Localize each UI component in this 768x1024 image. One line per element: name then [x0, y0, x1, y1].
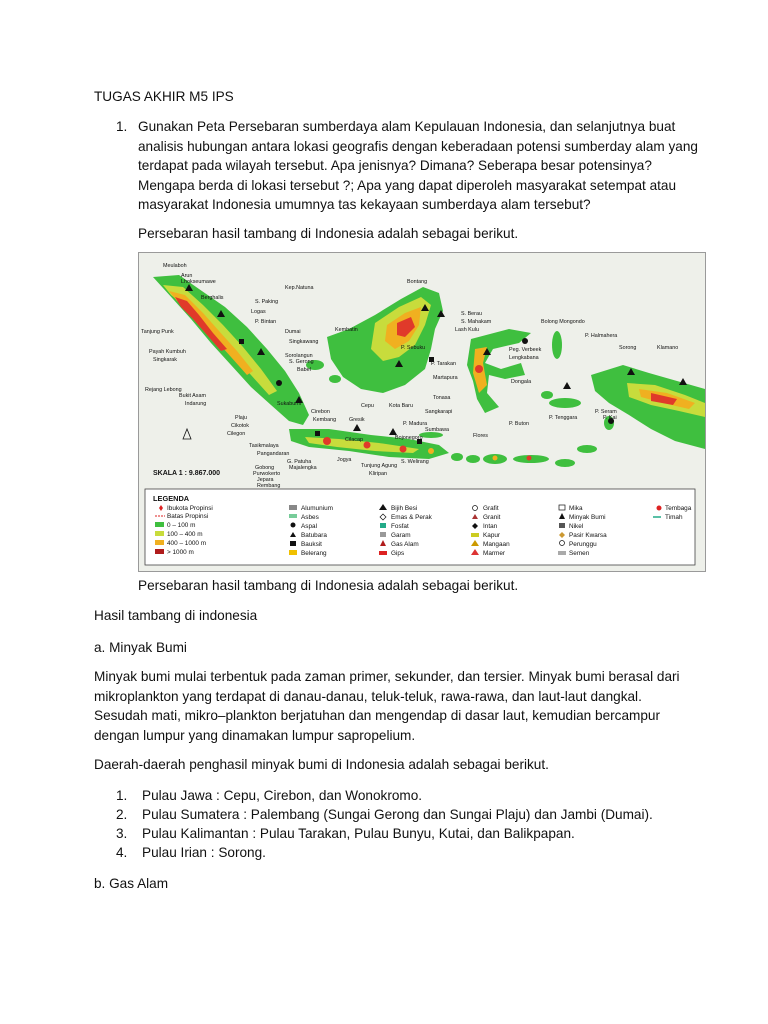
question-line: masyarakat Indonesia umumnya tas kekayaan sumberdaya alam tersebut? [138, 197, 591, 212]
section-heading: Hasil tambang di indonesia [94, 608, 258, 623]
legend-item: Granit [483, 514, 501, 521]
place-label: P. Sebuku [401, 345, 426, 351]
place-label: Babel [297, 367, 311, 373]
place-label: Lhokseumawe [181, 279, 216, 285]
place-label: Indarung [185, 401, 207, 407]
place-label: Sangkarapi [425, 409, 453, 415]
place-label: P. Madura [403, 421, 428, 427]
place-label: Tasikmalaya [249, 443, 279, 449]
legend-item: Alumunium [301, 505, 333, 512]
place-label: S. Paking [255, 299, 279, 305]
legend-item: Minyak Bumi [569, 514, 606, 521]
list-item: Pulau Irian : Sorong. [142, 845, 266, 860]
place-label: Kembatin [335, 327, 358, 333]
legend-item: Batubara [301, 532, 327, 539]
question-line: analisis hubungan antara lokasi geografis dengan keberadaan potensi sumberday alam yang [138, 138, 698, 154]
paragraph-line: mikroplankton yang terdapat di danau-danau, teluk-teluk, rawa-rawa, dan laut-laut dangkal. [94, 688, 642, 704]
place-label: Rejang Lebong [145, 387, 182, 393]
legend-item: 100 – 400 m [167, 531, 203, 538]
place-label: Bukit Asam [179, 393, 206, 399]
place-label: Martapura [433, 375, 458, 381]
place-label: Lash Kulu [455, 327, 479, 333]
place-label: Tanjung Punk [141, 329, 174, 335]
place-label: P. Buton [509, 421, 529, 427]
legend-title: LEGENDA [153, 494, 190, 503]
list-item: Pulau Sumatera : Palembang (Sungai Gerong dan Sungai Plaju) dan Jambi (Dumai). [142, 807, 653, 822]
paragraph-line: dengan lumpur yang dinamakan lumpur sapropelium. [94, 727, 416, 743]
legend-item: Gips [391, 550, 405, 557]
legend-item: Tembaga [665, 505, 692, 512]
place-label: Bolong Mongondo [541, 319, 585, 325]
indonesia-map-svg [139, 253, 705, 571]
place-label: Arun [181, 273, 193, 279]
place-label: Tunjung Agung [361, 463, 398, 469]
place-label: Singkawang [289, 339, 319, 345]
legend-item: Garam [391, 532, 411, 539]
subsection-b-heading: b. Gas Alam [94, 876, 169, 891]
legend-item: Batas Propinsi [167, 513, 209, 520]
legend-item: Ibukota Propinsi [167, 505, 213, 512]
legend-item: 0 – 100 m [167, 522, 196, 529]
place-label: P. Bintan [255, 319, 277, 325]
place-label: Majalengka [289, 465, 317, 471]
place-label: Cilacap [345, 437, 363, 443]
legend-item: Semen [569, 550, 590, 557]
place-label: Sukabumi [277, 401, 301, 407]
place-label: Kliripan [369, 471, 387, 477]
legend-item: Emas & Perak [391, 514, 432, 521]
place-label: Purwokerto [253, 471, 281, 477]
list-intro: Daerah-daerah penghasil minyak bumi di Indonesia adalah sebagai berikut. [94, 757, 549, 772]
paragraph-line: Sesudah mati, mikro–plankton berjatuhan dan mengendap di dasar laut, kemudian bercampur [94, 708, 660, 723]
legend-item: Mika [569, 505, 583, 512]
place-label: Payah Kumbuh [149, 349, 186, 355]
place-label: Cirebon [311, 409, 330, 415]
question-text [138, 117, 698, 215]
place-label: Singkarak [153, 357, 177, 363]
page-title: TUGAS AKHIR M5 IPS [94, 89, 234, 104]
paragraph-minyak-bumi [94, 667, 680, 745]
legend-item: Aspal [301, 523, 317, 530]
list-item: Pulau Jawa : Cepu, Cirebon, dan Wonokromo. [142, 788, 423, 803]
place-label: Kota Baru [389, 403, 413, 409]
place-label: Sorolangun [285, 353, 313, 359]
place-label: Logas [251, 309, 266, 315]
map-legend [145, 489, 695, 565]
place-label: S. Welirang [401, 459, 429, 465]
place-label: P. Tarakan [431, 361, 456, 367]
place-label: Bojonegoro [395, 435, 423, 441]
legend-item: Intan [483, 523, 498, 530]
place-label: Peg. Verbeek [509, 347, 542, 353]
place-label: S. Mahakam [461, 319, 492, 325]
subsection-a-heading: a. Minyak Bumi [94, 640, 187, 655]
place-label: Meulaboh [163, 263, 187, 269]
place-label: Sumbawa [425, 427, 449, 433]
place-label: Kep.Natuna [285, 285, 314, 291]
list-number: 4. [116, 845, 128, 860]
legend-item: Kapur [483, 532, 501, 539]
legend-item: Mangaan [483, 541, 510, 548]
place-label: Sorong [619, 345, 637, 351]
legend-item: Fosfat [391, 523, 409, 530]
legend-item: Gas Alam [391, 541, 419, 548]
place-label: Jepara [257, 477, 274, 483]
legend-item: > 1000 m [167, 549, 194, 556]
island-belitung [329, 375, 341, 383]
legend-item: Asbes [301, 514, 319, 521]
place-label: Dumai [285, 329, 301, 335]
place-label: Gresik [349, 417, 365, 423]
legend-item: Bijih Besi [391, 505, 418, 512]
list-number: 1. [116, 788, 128, 803]
legend-item: Marmer [483, 550, 506, 557]
list-item: Pulau Kalimantan : Pulau Tarakan, Pulau Bunyu, Kutai, dan Balikpapan. [142, 826, 575, 841]
legend-item: 400 – 1000 m [167, 540, 207, 547]
legend-item: Belerang [301, 550, 327, 557]
list-number: 2. [116, 807, 128, 822]
question-line: Gunakan Peta Persebaran sumberdaya alam Kepulauan Indonesia, dan selanjutnya buat [138, 119, 676, 134]
legend-item: Grafit [483, 505, 499, 512]
place-label: Plaju [235, 415, 247, 421]
place-label: Lengkabana [509, 355, 539, 361]
place-label: Flores [473, 433, 488, 439]
legend-item: Bauksit [301, 541, 322, 548]
legend-item: Nikel [569, 523, 584, 530]
place-label: P. Tenggara [549, 415, 578, 421]
place-label: P. Kai [603, 415, 617, 421]
place-label: Rembang [257, 483, 281, 489]
place-label: Kembang [313, 417, 337, 423]
place-label: Bontang [407, 279, 428, 285]
question-line: Mengapa berda di lokasi tersebut ?; Apa yang dapat diperoleh masyarakat setempat atau [138, 177, 677, 193]
place-label: Dongala [511, 379, 532, 385]
map-scale: SKALA 1 : 9.867.000 [153, 470, 221, 477]
place-label: Berghalis [201, 295, 224, 301]
place-label: Cikotok [231, 423, 249, 429]
legend-item: Timah [665, 514, 683, 521]
resource-map [138, 252, 706, 572]
place-label: Pangandaran [257, 451, 290, 457]
place-label: S. Gerong [289, 359, 314, 365]
place-label: Cilegon [227, 431, 246, 437]
legend-item: Pasir Kwarsa [569, 532, 607, 539]
place-label: Cepu [361, 403, 374, 409]
place-label: S. Berau [461, 311, 482, 317]
place-label: Tonasa [433, 395, 451, 401]
place-label: P. Halmahera [585, 333, 618, 339]
legend-item: Perunggu [569, 541, 597, 548]
map-intro: Persebaran hasil tambang di Indonesia adalah sebagai berikut. [138, 226, 519, 241]
place-label: P. Seram [595, 409, 617, 415]
map-caption: Persebaran hasil tambang di Indonesia adalah sebagai berikut. [138, 578, 519, 593]
question-line: terdapat pada wilayah tersebut. Apa jenisnya? Dimana? Seberapa besar potensinya? [138, 158, 652, 173]
place-label: Klamano [657, 345, 679, 351]
place-label: Gobong [255, 465, 275, 471]
place-label: G. Patuha [287, 459, 312, 465]
question-number: 1. [116, 119, 128, 134]
place-label: Jogya [337, 457, 352, 463]
list-number: 3. [116, 826, 128, 841]
paragraph-line: Minyak bumi mulai terbentuk pada zaman primer, sekunder, dan tersier. Minyak bumi berasal dari [94, 669, 680, 684]
